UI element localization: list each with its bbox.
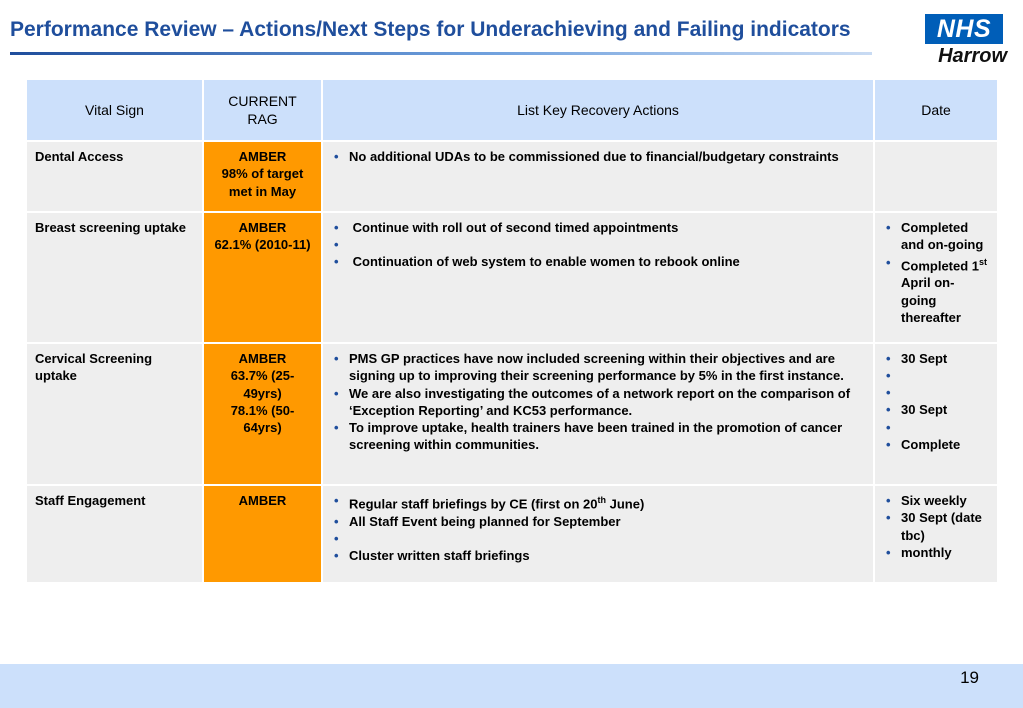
date-cell [874, 343, 998, 485]
action-text: Continuation of web system to enable women to rebook online [352, 254, 740, 270]
table-row [26, 212, 998, 343]
rag-detail: 62.1% (2010-11) [214, 237, 311, 253]
date-item: • 30 Sept [883, 350, 989, 367]
nhs-harrow-logo [921, 14, 1007, 67]
recovery-actions-table [25, 78, 999, 584]
action-text: Regular staff briefings by CE (first on 20 [349, 496, 598, 512]
date-item: • 30 Sept (date tbc) [883, 509, 989, 544]
nhs-logo-org: Harrow [938, 45, 1007, 67]
vital-sign-cell: Dental Access [26, 141, 203, 212]
action-item: • No additional UDAs to be commissioned due to financial/budgetary constraints [331, 148, 865, 165]
header-rag-line: CURRENT [228, 93, 297, 109]
date-text: Completed 1 [901, 257, 980, 273]
vital-sign-cell: Staff Engagement [26, 485, 203, 583]
rag-status-cell [203, 141, 322, 212]
table-row [26, 343, 998, 485]
header-vital-sign: Vital Sign [26, 79, 203, 141]
rag-detail: 98% of target met in May [221, 166, 304, 199]
header-rag-line: RAG [247, 111, 278, 127]
rag-status-cell [203, 343, 322, 485]
vital-sign-cell: Breast screening uptake [26, 212, 203, 343]
nhs-logo-mark: NHS [925, 14, 1003, 44]
slide-title: Performance Review – Actions/Next Steps for Underachieving and Failing indicators [10, 18, 851, 41]
rag-status-cell [203, 212, 322, 343]
rag-status: AMBER [238, 493, 287, 508]
spacer [331, 236, 865, 253]
spacer [883, 367, 989, 384]
date-text: April on-going thereafter [901, 275, 961, 325]
rag-detail: 63.7% (25-49yrs) [230, 368, 295, 401]
spacer [331, 530, 865, 547]
action-text: June) [606, 496, 645, 512]
actions-cell [322, 343, 874, 485]
date-item: • Complete [883, 436, 989, 453]
table-row [26, 141, 998, 212]
ordinal-suffix: th [597, 495, 606, 505]
action-item [331, 253, 865, 270]
date-item: • monthly [883, 544, 989, 561]
actions-cell [322, 485, 874, 583]
actions-cell [322, 141, 874, 212]
table-header-row [26, 79, 998, 141]
date-item: • 30 Sept [883, 401, 989, 418]
date-item: • Six weekly [883, 492, 989, 509]
rag-status: AMBER [238, 220, 287, 235]
action-item [331, 492, 865, 513]
date-cell [874, 212, 998, 343]
action-item: • To improve uptake, health trainers have been trained in the promotion of cancer screening within communities. [331, 419, 865, 454]
date-item: • Completed and on-going [883, 219, 989, 254]
header-date: Date [874, 79, 998, 141]
action-item [331, 219, 865, 236]
spacer [883, 419, 989, 436]
action-item: • All Staff Event being planned for September [331, 513, 865, 530]
action-item: • We are also investigating the outcomes of a network report on the comparison of ‘Exception Reporting’ and KC53 performance. [331, 385, 865, 420]
header-current-rag [203, 79, 322, 141]
vital-sign-cell: Cervical Screening uptake [26, 343, 203, 485]
table-row [26, 485, 998, 583]
rag-detail: 78.1% (50-64yrs) [230, 402, 295, 436]
ordinal-suffix: st [979, 256, 988, 267]
rag-status-cell [203, 485, 322, 583]
spacer [883, 384, 989, 401]
date-cell [874, 485, 998, 583]
header-key-recovery-actions: List Key Recovery Actions [322, 79, 874, 141]
actions-cell [322, 212, 874, 343]
rag-status: AMBER [238, 149, 287, 164]
date-cell [874, 141, 998, 212]
page-number: 19 [960, 668, 979, 687]
rag-status: AMBER [238, 351, 287, 366]
action-item: • Cluster written staff briefings [331, 547, 865, 564]
action-item: • PMS GP practices have now included screening within their objectives and are signing up to improving their screening performance by 5% in the first instance. [331, 350, 865, 385]
title-underline [10, 52, 872, 55]
date-item [883, 254, 989, 327]
action-text: Continue with roll out of second timed appointments [352, 220, 679, 235]
footer-bar [0, 664, 1023, 708]
